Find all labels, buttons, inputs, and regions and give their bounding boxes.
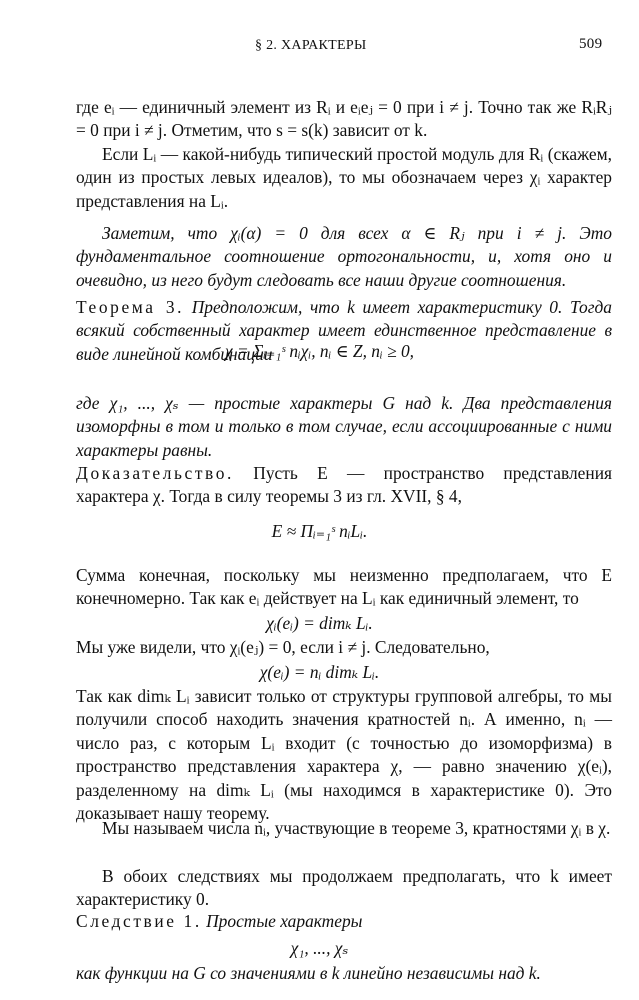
corollary-1-tail: как функции на G со значениями в k линейно независимы над k. (76, 963, 541, 983)
theorem-text: Предположим, что k имеет характеристику 0. Тогда всякий собственный характер имеет единственное представление в виде линейной комбинации (76, 297, 612, 364)
formula-character-on-idempotent: χᵢ(eᵢ) = dimₖ Lᵢ. (266, 613, 373, 633)
formula-character-decomposition: χ = Σᵢ₌₁ˢ nᵢχᵢ, nᵢ ∈ Z, nᵢ ≥ 0, (224, 341, 415, 361)
corollary-label: Следствие 1. (76, 911, 202, 931)
corollary-1-statement (76, 910, 612, 933)
theorem-3-tail: где χ₁, ..., χₛ — простые характеры G над k. Два представления изоморфны в том и только в том случае, если ассоциированные с ними характеры равны. (76, 393, 612, 460)
theorem-label: Теорема 3. (76, 297, 185, 317)
paragraph-simple-module: Если Lᵢ — какой-нибудь типический простой модуль для Rᵢ (скажем, один из простых левых идеалов), то мы обозначаем через χᵢ характер представления на Lᵢ. (76, 144, 612, 211)
proof-label: Доказательство. (76, 463, 234, 483)
formula-multiplicity: χ(eᵢ) = nᵢ dimₖ Lᵢ. (259, 662, 380, 682)
paragraph-finite-sum: Сумма конечная, поскольку мы неизменно предполагаем, что E конечномерно. Так как eᵢ действует на Lᵢ как единичный элемент, то (76, 565, 612, 609)
formula-simple-characters: χ₁, ..., χₛ (290, 938, 349, 958)
paragraph-orthogonal-idempotents: где eᵢ — единичный элемент из Rᵢ и eᵢeⱼ = 0 при i ≠ j. Точно так же RᵢRⱼ = 0 при i ≠ j. Отметим, что s = s(k) зависит от k. (76, 97, 612, 141)
corollary-text: Простые характеры (206, 911, 363, 931)
paragraph-multiplicity-definition: Мы называем числа nᵢ, участвующие в теореме 3, кратностями χᵢ в χ. (102, 818, 611, 838)
paragraph-multiplicities: Так как dimₖ Lᵢ зависит только от структуры групповой алгебры, то мы получили способ находить значения кратностей nᵢ. А именно, nᵢ — число раз, с которым Lᵢ входит (с точностью до изоморфизма) в пространство представления характера χ, — равно значению χ(eᵢ), разделенному на dimₖ Lᵢ (мы находимся в характеристике 0). Это доказывает нашу теорему. (76, 686, 612, 824)
paragraph-already-seen: Мы уже видели, что χᵢ(eⱼ) = 0, если i ≠ j. Следовательно, (76, 637, 490, 657)
section-title: § 2. ХАРАКТЕРЫ (255, 38, 367, 53)
page-number: 509 (579, 36, 603, 52)
formula-space-decomposition: E ≈ Πᵢ₌₁ˢ nᵢLᵢ. (271, 521, 368, 541)
running-header (0, 34, 639, 54)
paragraph-orthogonality-relation: Заметим, что χᵢ(α) = 0 для всех α ∈ Rⱼ при i ≠ j. Это фундаментальное соотношение ортогональности, и, хотя оно и очевидно, из него будут следовать все наши другие соотношения. (76, 223, 612, 290)
proof-text: Пусть E — пространство представления характера χ. Тогда в силу теоремы 3 из гл. XVII, § 4, (76, 463, 612, 507)
proof-paragraph (76, 462, 612, 509)
paragraph-characteristic-zero: В обоих следствиях мы продолжаем предполагать, что k имеет характеристику 0. (76, 866, 612, 910)
